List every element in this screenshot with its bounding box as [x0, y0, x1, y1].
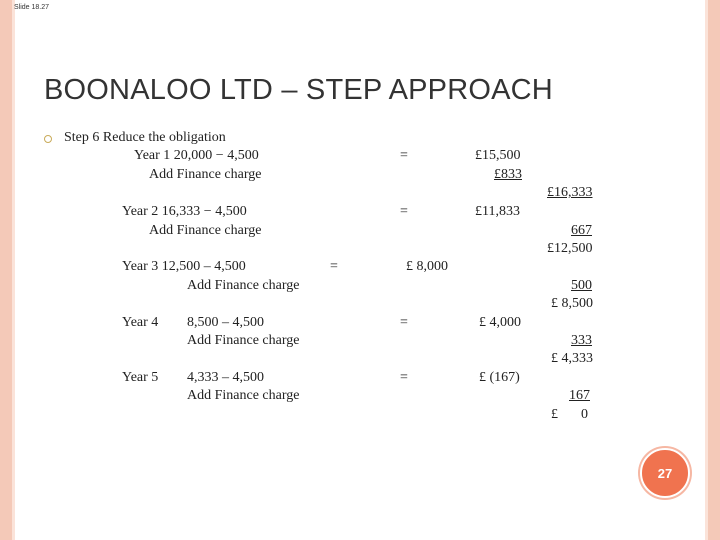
year5-equals: = [400, 370, 408, 385]
year3-finance-amount: 500 [571, 278, 592, 293]
year5-closing-currency: £ [551, 407, 558, 422]
year2-result: £11,833 [475, 204, 520, 219]
page-number-badge: 27 [640, 448, 690, 498]
year2-calc: Year 2 16,333 − 4,500 [122, 204, 247, 219]
slide-label: Slide 18.27 [14, 4, 50, 11]
year5-closing-value: 0 [581, 407, 588, 422]
year3-closing: £ 8,500 [551, 296, 593, 311]
slide-title: BOONALOO LTD – STEP APPROACH [44, 74, 553, 106]
year1-result: £15,500 [475, 148, 521, 163]
year1-equals: = [400, 148, 408, 163]
year4-result: £ 4,000 [479, 315, 521, 330]
bullet-circle-icon [44, 135, 52, 143]
year2-equals: = [400, 204, 408, 219]
year4-equals: = [400, 315, 408, 330]
right-border-decoration [708, 0, 720, 540]
right-border-inner [705, 0, 708, 540]
year4-finance-label: Add Finance charge [187, 333, 300, 348]
year5-finance-amount: 167 [569, 388, 590, 403]
year4-closing: £ 4,333 [551, 351, 593, 366]
year4-label: Year 4 [122, 315, 159, 330]
year4-finance-amount: 333 [571, 333, 592, 348]
step-heading: Step 6 Reduce the obligation [64, 130, 226, 145]
year3-finance-label: Add Finance charge [187, 278, 300, 293]
year5-label: Year 5 [122, 370, 159, 385]
year5-calc: 4,333 – 4,500 [187, 370, 264, 385]
year3-result: £ 8,000 [406, 259, 448, 274]
year2-closing: £12,500 [547, 241, 593, 256]
year3-calc: Year 3 12,500 – 4,500 [122, 259, 246, 274]
left-border-decoration [0, 0, 12, 540]
year2-finance-amount: 667 [571, 223, 592, 238]
year1-finance-label: Add Finance charge [149, 167, 262, 182]
year1-calc: Year 1 20,000 − 4,500 [134, 148, 259, 163]
year5-finance-label: Add Finance charge [187, 388, 300, 403]
year3-equals: = [330, 259, 338, 274]
year2-finance-label: Add Finance charge [149, 223, 262, 238]
year1-closing: £16,333 [547, 185, 593, 200]
year5-result: £ (167) [479, 370, 520, 385]
year1-finance-amount: £833 [494, 167, 522, 182]
year4-calc: 8,500 – 4,500 [187, 315, 264, 330]
left-border-inner [12, 0, 15, 540]
